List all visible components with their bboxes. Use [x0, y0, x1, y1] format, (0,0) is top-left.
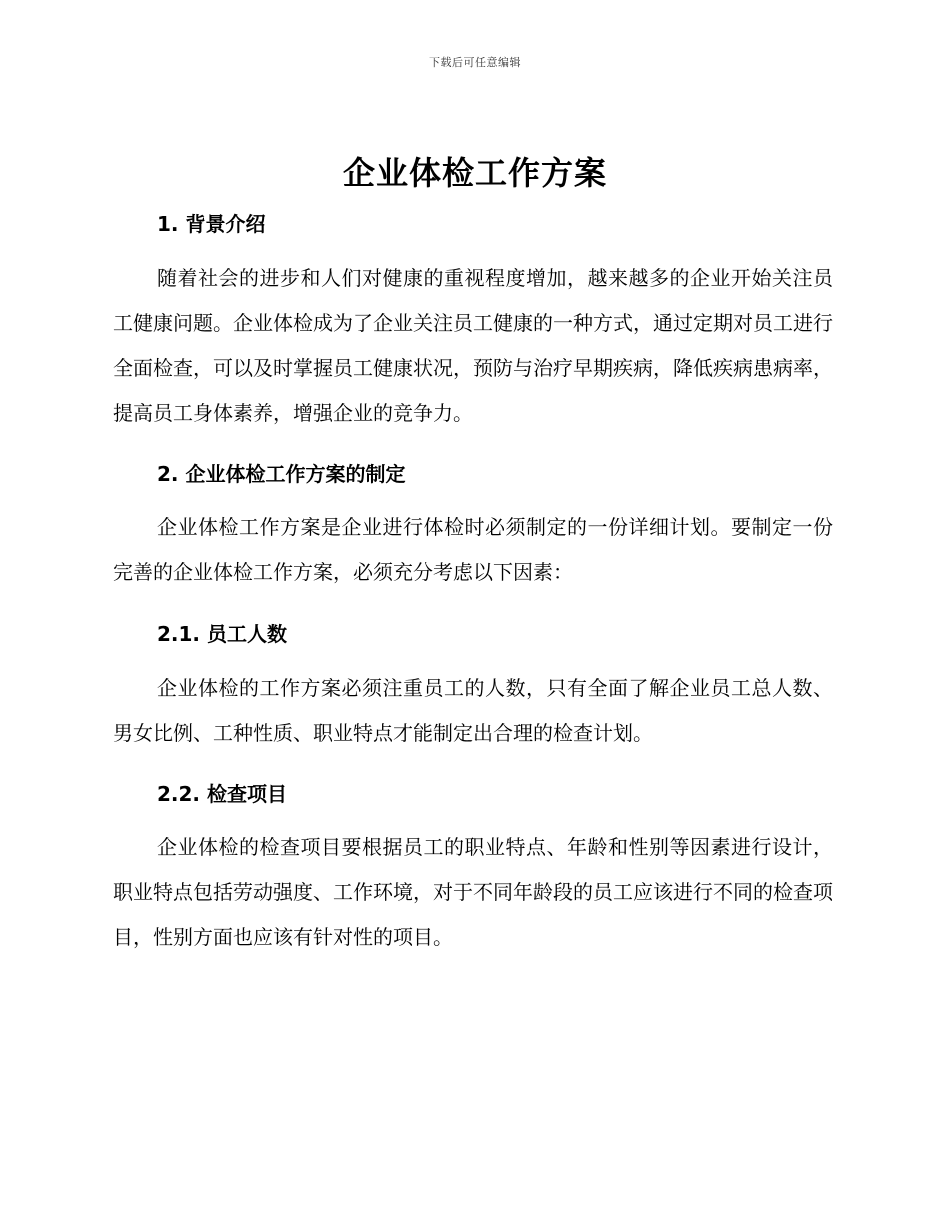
section-heading-background: 1. 背景介绍 — [157, 212, 266, 236]
section-paragraph-plan-formulation: 企业体检工作方案是企业进行体检时必须制定的一份详细计划。要制定一份完善的企业体检工作方案，必须充分考虑以下因素： — [113, 515, 833, 584]
section-paragraph-employee-count: 企业体检的工作方案必须注重员工的人数，只有全面了解企业员工总人数、男女比例、工种性质、职业特点才能制定出合理的检查计划。 — [113, 676, 833, 745]
section-paragraph-background: 随着社会的进步和人们对健康的重视程度增加，越来越多的企业开始关注员工健康问题。企业体检成为了企业关注员工健康的一种方式，通过定期对员工进行全面检查，可以及时掌握员工健康状况，预防与治疗早期疾病，降低疾病患病率，提高员工身体素养，增强企业的竞争力。 — [113, 266, 833, 425]
section-paragraph-check-items: 企业体检的检查项目要根据员工的职业特点、年龄和性别等因素进行设计，职业特点包括劳动强度、工作环境，对于不同年龄段的员工应该进行不同的检查项目，性别方面也应该有针对性的项目。 — [113, 835, 833, 949]
section-heading-plan-formulation: 2. 企业体检工作方案的制定 — [157, 462, 406, 486]
section-heading-check-items: 2.2. 检查项目 — [157, 782, 287, 806]
header-note: 下载后可任意编辑 — [429, 56, 521, 69]
section-heading-employee-count: 2.1. 员工人数 — [157, 622, 287, 646]
document-title: 企业体检工作方案 — [342, 154, 607, 192]
